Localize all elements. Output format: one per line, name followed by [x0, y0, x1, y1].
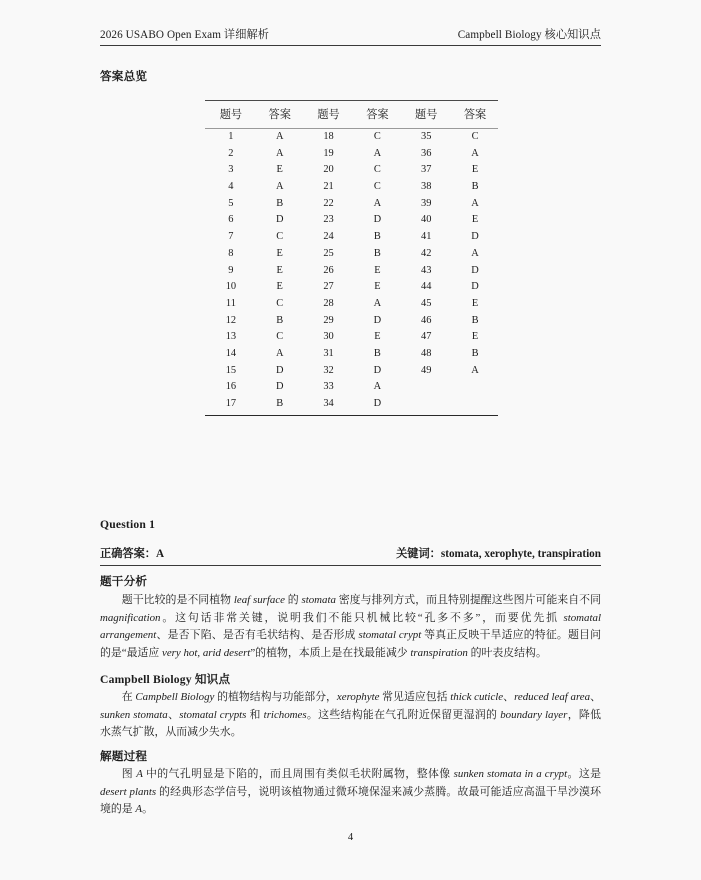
table-row: [205, 196, 498, 213]
cell-question-number: 48: [421, 348, 432, 360]
answer-table-body: [205, 129, 498, 416]
cell-answer: C: [373, 130, 381, 142]
cell-question-number: 17: [225, 398, 237, 410]
cell-question-number: 7: [228, 231, 234, 243]
keywords-group: [396, 545, 601, 561]
answer-table-header-row: [205, 101, 498, 129]
latin-term: stomata: [301, 594, 336, 606]
latin-term: A: [136, 768, 143, 780]
cell-question-number: 14: [225, 348, 237, 360]
cell-answer: A: [275, 181, 284, 192]
cell-question-number: 3: [228, 164, 234, 176]
latin-term: stomatal arrangement: [100, 611, 601, 642]
table-row: [205, 396, 498, 415]
cell-question-number: 47: [421, 331, 432, 343]
latin-term: stomatal crypt: [358, 629, 422, 642]
cell-answer: E: [374, 331, 381, 343]
cell-answer: A: [471, 197, 479, 209]
latin-term: sunken stomata in a crypt: [453, 768, 568, 780]
cell-answer: E: [471, 214, 479, 226]
cell-answer: C: [276, 297, 284, 309]
latin-term: reduced leaf area: [514, 691, 591, 703]
answer-summary-table-container: [205, 100, 498, 416]
cell-answer: C: [471, 130, 479, 142]
cell-question-number: 43: [421, 264, 432, 276]
cell-answer: B: [471, 181, 479, 192]
campbell-knowledge-heading: Campbell Biology 知识点: [100, 673, 231, 686]
cell-question-number: 29: [323, 314, 334, 326]
cell-question-number: 41: [421, 231, 432, 243]
cell-answer: E: [276, 264, 283, 276]
cell-question-number: 22: [323, 197, 334, 209]
cell-question-number: 21: [323, 181, 334, 192]
latin-term: A: [135, 803, 143, 816]
cell-question-number: 26: [323, 264, 334, 276]
cell-answer: A: [471, 147, 479, 159]
cell-question-number: [400, 396, 452, 415]
latin-term: boundary layer: [500, 708, 568, 721]
table-row: [205, 146, 498, 163]
keywords-label: 关键词：: [396, 548, 441, 560]
cell-question-number: 39: [421, 197, 432, 209]
running-header-left: 2026 USABO Open Exam 详细解析: [100, 29, 270, 41]
cell-answer: B: [373, 247, 381, 259]
cell-answer: A: [373, 147, 382, 159]
cell-question-number: 46: [421, 314, 432, 326]
cell-answer: E: [374, 281, 381, 293]
latin-term: Campbell Biology: [135, 691, 215, 703]
latin-term: desert plants: [100, 785, 157, 798]
table-row: [205, 380, 498, 397]
table-row: [205, 229, 498, 246]
cell-question-number: 38: [421, 181, 432, 192]
cell-answer: E: [471, 331, 479, 343]
cell-question-number: 19: [323, 147, 334, 159]
cell-answer: B: [373, 348, 381, 360]
cell-answer: D: [373, 214, 382, 226]
table-row: [205, 296, 498, 313]
column-header-qnum-2: 题号: [303, 101, 355, 129]
column-header-ans-3: 答案: [452, 101, 498, 129]
latin-term: trichomes: [263, 708, 307, 721]
table-row: [205, 162, 498, 179]
cell-question-number: 36: [421, 147, 432, 159]
answer-keyword-line: [100, 545, 601, 566]
latin-term: leaf surface: [233, 594, 286, 606]
cell-question-number: 34: [323, 398, 334, 410]
cell-answer: C: [276, 231, 284, 243]
cell-question-number: 42: [421, 247, 432, 259]
solution-process-paragraph: 图 A 中的气孔明显是下陷的，而且周围有类似毛状附属物，整体像 sunken stomata in a crypt。这是 desert plants 的经典形态学信号，说明该植物通过微环境保湿来减少蒸腾。故最可能适应高温干旱沙漠环境的是 A。: [100, 768, 602, 816]
cell-answer: C: [373, 164, 381, 176]
cell-answer: D: [275, 381, 284, 393]
table-row: [205, 213, 498, 230]
table-row: [205, 346, 498, 363]
running-header: [100, 26, 601, 46]
cell-answer: A: [275, 130, 284, 142]
table-row: [205, 263, 498, 280]
cell-question-number: 32: [323, 364, 334, 376]
question-title: Question 1: [100, 518, 156, 531]
cell-question-number: 10: [225, 281, 237, 293]
cell-answer: [452, 396, 498, 415]
cell-question-number: 35: [421, 130, 432, 142]
cell-answer: A: [373, 297, 382, 309]
cell-answer: B: [276, 197, 284, 209]
latin-term: sunken stomata: [100, 708, 168, 721]
table-row: [205, 246, 498, 263]
cell-answer: D: [275, 364, 284, 376]
table-row: [205, 179, 498, 196]
table-row: [205, 129, 498, 146]
cell-answer: D: [471, 281, 479, 293]
cell-answer: C: [373, 181, 381, 192]
cell-answer: B: [276, 398, 284, 410]
table-row: [205, 313, 498, 330]
cell-answer: A: [373, 197, 382, 209]
cell-answer: B: [471, 348, 479, 360]
cell-answer: E: [276, 247, 283, 259]
cell-question-number: 6: [228, 214, 234, 226]
cell-question-number: 13: [225, 331, 237, 343]
cell-question-number: 44: [421, 281, 432, 293]
table-row: [205, 279, 498, 296]
latin-term: transpiration: [410, 646, 468, 659]
cell-answer: D: [471, 264, 479, 276]
cell-answer: D: [373, 314, 382, 326]
cell-answer: A: [275, 348, 284, 360]
column-header-qnum-1: 题号: [205, 101, 257, 129]
cell-question-number: 5: [228, 197, 234, 209]
cell-answer: A: [471, 247, 479, 259]
cell-answer: B: [276, 314, 284, 326]
latin-term: stomatal crypts: [179, 708, 247, 721]
cell-answer: E: [471, 164, 479, 176]
cell-question-number: 11: [225, 297, 236, 309]
cell-answer: E: [276, 164, 283, 176]
cell-question-number: 27: [323, 281, 334, 293]
page-number: 4: [347, 832, 354, 843]
correct-answer-group: [100, 545, 164, 561]
answer-table-head: [205, 101, 498, 129]
cell-answer: E: [471, 297, 479, 309]
cell-question-number: 18: [323, 130, 334, 142]
cell-question-number: 28: [323, 297, 334, 309]
cell-question-number: 1: [228, 130, 234, 142]
cell-question-number: 4: [228, 181, 234, 192]
column-header-ans-2: 答案: [354, 101, 400, 129]
cell-question-number: 2: [228, 147, 234, 159]
correct-answer-value: A: [155, 548, 165, 560]
column-header-ans-1: 答案: [257, 101, 303, 129]
latin-term: very hot, arid desert: [162, 646, 251, 659]
cell-question-number: 25: [323, 247, 334, 259]
latin-term: magnification: [100, 611, 161, 624]
answers-overview-heading: 答案总览: [100, 70, 148, 83]
stem-analysis-paragraph: 题干比较的是不同植物 leaf surface 的 stomata 密度与排列方式，而且特别提醒这些图片可能来自不同 magnification。这句话非常关键，说明我们不能只机械比较“孔多不多”，而要优先抓 stomatal arrangement、是否下陷、是否有毛状结构、是否形成 stomatal crypt 等真正反映干旱适应的特征。题目问的是“最适应 very hot, arid desert”的植物，本质上是在找最能减少 transpiration 的叶表皮结构。: [100, 594, 601, 659]
cell-answer: E: [276, 281, 283, 293]
cell-question-number: 40: [421, 214, 432, 226]
running-header-right: Campbell Biology 核心知识点: [457, 29, 601, 41]
cell-question-number: 12: [225, 314, 237, 326]
stem-analysis-heading: 题干分析: [100, 575, 148, 588]
cell-question-number: 16: [225, 381, 237, 393]
cell-question-number: 20: [323, 164, 334, 176]
cell-answer: [452, 380, 498, 397]
latin-term: thick cuticle: [450, 691, 504, 703]
cell-answer: A: [275, 147, 284, 159]
cell-question-number: 24: [323, 231, 334, 243]
cell-question-number: 15: [225, 364, 237, 376]
cell-question-number: 8: [228, 247, 234, 259]
cell-answer: A: [373, 381, 382, 393]
cell-answer: D: [275, 214, 284, 226]
keywords-value: stomata, xerophyte, transpiration: [440, 548, 601, 560]
solution-process-heading: 解题过程: [100, 750, 148, 763]
cell-answer: D: [471, 231, 479, 243]
cell-answer: E: [374, 264, 381, 276]
cell-question-number: 30: [323, 331, 334, 343]
cell-answer: D: [373, 398, 382, 410]
campbell-knowledge-paragraph: 在 Campbell Biology 的植物结构与功能部分，xerophyte 常见适应包括 thick cuticle、reduced leaf area、sunken stomata、stomatal crypts 和 trichomes。这些结构能在气孔附近保留更湿润的 boundary layer，降低水蒸气扩散，从而减少失水。: [100, 691, 601, 739]
cell-answer: C: [276, 331, 284, 343]
correct-answer-label: 正确答案：: [100, 548, 156, 560]
cell-question-number: 31: [323, 348, 334, 360]
cell-question-number: 33: [323, 381, 334, 393]
cell-answer: B: [373, 231, 381, 243]
cell-answer: B: [471, 314, 479, 326]
cell-question-number: 49: [421, 364, 432, 376]
cell-question-number: 45: [421, 297, 432, 309]
cell-question-number: [400, 380, 452, 397]
table-row: [205, 329, 498, 346]
cell-question-number: 9: [228, 264, 234, 276]
answer-table-bottom-rule: [205, 415, 498, 416]
answer-summary-table: [205, 100, 498, 415]
cell-answer: D: [373, 364, 382, 376]
column-header-qnum-3: 题号: [400, 101, 452, 129]
cell-answer: A: [471, 364, 479, 376]
latin-term: xerophyte: [336, 691, 380, 703]
cell-question-number: 23: [323, 214, 334, 226]
table-row: [205, 363, 498, 380]
cell-question-number: 37: [421, 164, 432, 176]
